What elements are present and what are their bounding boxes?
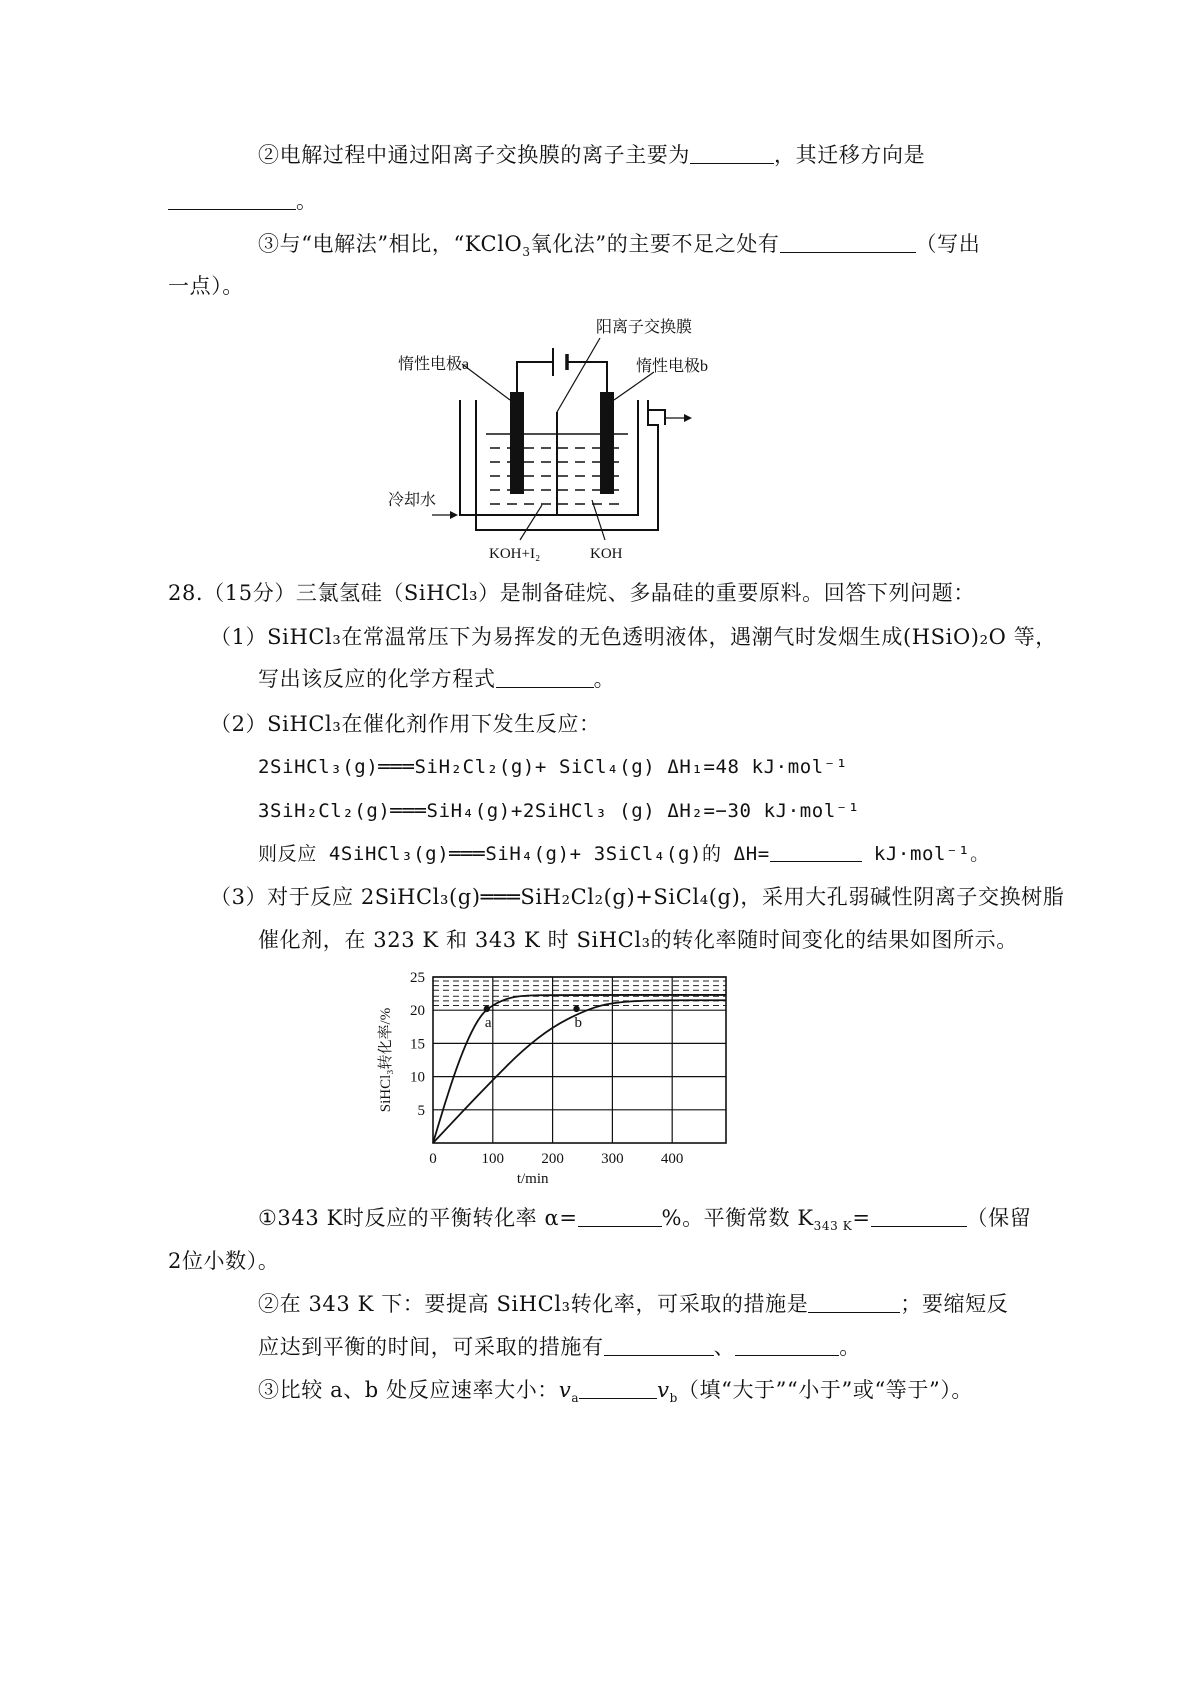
- q28-sub2-line2: [258, 1332, 861, 1362]
- q28-part2-line1: [210, 709, 601, 739]
- answer-blank[interactable]: [780, 232, 916, 253]
- answer-blank[interactable]: [579, 1378, 657, 1399]
- answer-blank[interactable]: [735, 1335, 839, 1356]
- equation-3-text: 则反应 4SiHCl₃(g)═══SiH₄(g)+ 3SiCl₄(g)的 ΔH=: [258, 843, 770, 865]
- period: 。: [593, 667, 616, 691]
- q27-sub3-line1: [258, 229, 980, 259]
- sub2-text-3: 应达到平衡的时间，可采取的措施有: [258, 1335, 604, 1359]
- x-tick-label: 300: [601, 1151, 624, 1167]
- sub2-text-2: ；要缩短反: [900, 1292, 1009, 1316]
- x-tick-label: 200: [541, 1151, 564, 1167]
- answer-blank[interactable]: [770, 841, 862, 862]
- answer-blank[interactable]: [578, 1206, 662, 1227]
- answer-blank[interactable]: [808, 1292, 900, 1313]
- point-label-a: a: [484, 1014, 492, 1031]
- sub3-text: ③与“电解法”相比，“KClO: [258, 232, 523, 256]
- q27-sub2-line2: [168, 186, 318, 216]
- period: 。: [296, 189, 318, 213]
- y-tick-label: 15: [410, 1036, 425, 1053]
- sub3-text: ③比较 a、b 处反应速率大小：: [258, 1378, 559, 1402]
- q27-sub3-line2: [168, 271, 244, 301]
- separator: 、: [713, 1335, 736, 1359]
- y-tick-label: 25: [410, 970, 425, 986]
- rate-b: v: [657, 1378, 670, 1402]
- subscript: 343 K: [813, 1219, 853, 1234]
- subscript: 3: [522, 245, 531, 260]
- q28-header: [168, 578, 975, 608]
- equation-2: [258, 796, 860, 826]
- sub2-text: ②电解过程中通过阳离子交换膜的离子主要为: [258, 143, 690, 167]
- equals: =: [852, 1206, 871, 1230]
- q27-sub2-line1: [258, 140, 925, 170]
- conversion-chart: [370, 965, 740, 1187]
- electrode-b: [600, 392, 614, 494]
- equation-1-text: 2SiHCl₃(g)═══SiH₂Cl₂(g)+ SiCl₄(g) ΔH₁=48 kJ·mol⁻¹: [258, 756, 848, 778]
- equation-3: [258, 839, 990, 869]
- part3-text: （3）对于反应 2SiHCl₃(g)═══SiH₂Cl₂(g)+SiCl₄(g)，采用大孔弱碱性阴离子交换树脂: [210, 885, 1065, 909]
- point-b: [573, 1006, 579, 1012]
- answer-blank[interactable]: [604, 1335, 714, 1356]
- cooling-water-label: 冷却水: [388, 492, 437, 509]
- electrode-b-label: 惰性电极b: [636, 358, 709, 375]
- q28-part1-line2: [258, 664, 615, 694]
- answer-blank[interactable]: [168, 189, 296, 210]
- sub3-text-4: 一点）。: [168, 274, 244, 298]
- subscript: b: [669, 1391, 678, 1406]
- part2-text: （2）SiHCl₃在催化剂作用下发生反应：: [210, 712, 601, 736]
- x-tick-label: 100: [481, 1151, 505, 1167]
- equation-3-unit: kJ·mol⁻¹。: [861, 843, 990, 865]
- q28-part3-line1: [210, 882, 1064, 912]
- rate-a: v: [558, 1378, 572, 1402]
- q28-part1-line1: [210, 622, 1057, 652]
- plot-frame: [433, 977, 726, 1143]
- q28-part3-line2: [258, 925, 1018, 955]
- y-tick-label: 20: [410, 1003, 425, 1020]
- sub3-text-2: （填“大于”“小于”或“等于”）。: [677, 1378, 974, 1402]
- q28-sub1-line2: [168, 1246, 279, 1276]
- sub1-text-2: %。平衡常数 K: [661, 1206, 814, 1230]
- point-a: [484, 1006, 490, 1012]
- answer-blank[interactable]: [496, 667, 594, 688]
- electrode-a: [510, 392, 524, 494]
- electrode-a-label: 惰性电极a: [398, 356, 470, 373]
- y-tick-label: 5: [417, 1102, 425, 1119]
- x-axis-label: t/min: [516, 1171, 549, 1187]
- y-tick-label: 10: [410, 1069, 425, 1086]
- sub1-text: ①343 K时反应的平衡转化率 α=: [258, 1206, 578, 1230]
- point-label-b: b: [574, 1014, 583, 1031]
- part3-text-2: 催化剂，在 323 K 和 343 K 时 SiHCl₃的转化率随时间变化的结果如图所示。: [258, 928, 1018, 952]
- sub2-text-2: ，其迁移方向是: [774, 143, 926, 167]
- chart-grid: [433, 977, 726, 1143]
- period: 。: [839, 1335, 861, 1359]
- q28-sub2-line1: [258, 1289, 1008, 1319]
- x-tick-label: 400: [660, 1151, 684, 1167]
- q28-sub1-line1: [258, 1203, 1031, 1233]
- part1-text: （1）SiHCl₃在常温常压下为易挥发的无色透明液体，遇潮气时发烟生成(HSiO)₂O 等，: [210, 625, 1057, 649]
- part1-text-2: 写出该反应的化学方程式: [258, 667, 496, 691]
- q28-sub3-line1: [258, 1375, 973, 1405]
- q28-header-text: 28.（15分）三氯氢硅（SiHCl₃）是制备硅烷、多晶硅的重要原料。回答下列问题：: [168, 581, 975, 605]
- right-solution-label: KOH: [590, 546, 623, 562]
- equation-1: [258, 752, 848, 782]
- answer-blank[interactable]: [871, 1206, 967, 1227]
- left-solution-label: KOH+I₂: [489, 546, 541, 562]
- sub2-text: ②在 343 K 下：要提高 SiHCl₃转化率，可采取的措施是: [258, 1292, 809, 1316]
- electrolysis-cell-diagram: [380, 312, 720, 564]
- x-tick-label: 0: [429, 1151, 437, 1167]
- equation-2-text: 3SiH₂Cl₂(g)═══SiH₄(g)+2SiHCl₃ (g) ΔH₂=−30 kJ·mol⁻¹: [258, 800, 860, 822]
- chart-labels: [410, 970, 683, 1167]
- sub1-text-3: （保留: [966, 1206, 1032, 1230]
- membrane-label: 阳离子交换膜: [596, 319, 693, 336]
- sub1-text-4: 2位小数）。: [168, 1249, 280, 1273]
- y-axis-label: SiHCl₃转化率/%: [378, 1007, 394, 1113]
- answer-blank[interactable]: [690, 143, 774, 164]
- subscript: a: [571, 1391, 580, 1406]
- sub3-text-3: （写出: [915, 232, 981, 256]
- sub3-text-2: 氧化法”的主要不足之处有: [530, 232, 780, 256]
